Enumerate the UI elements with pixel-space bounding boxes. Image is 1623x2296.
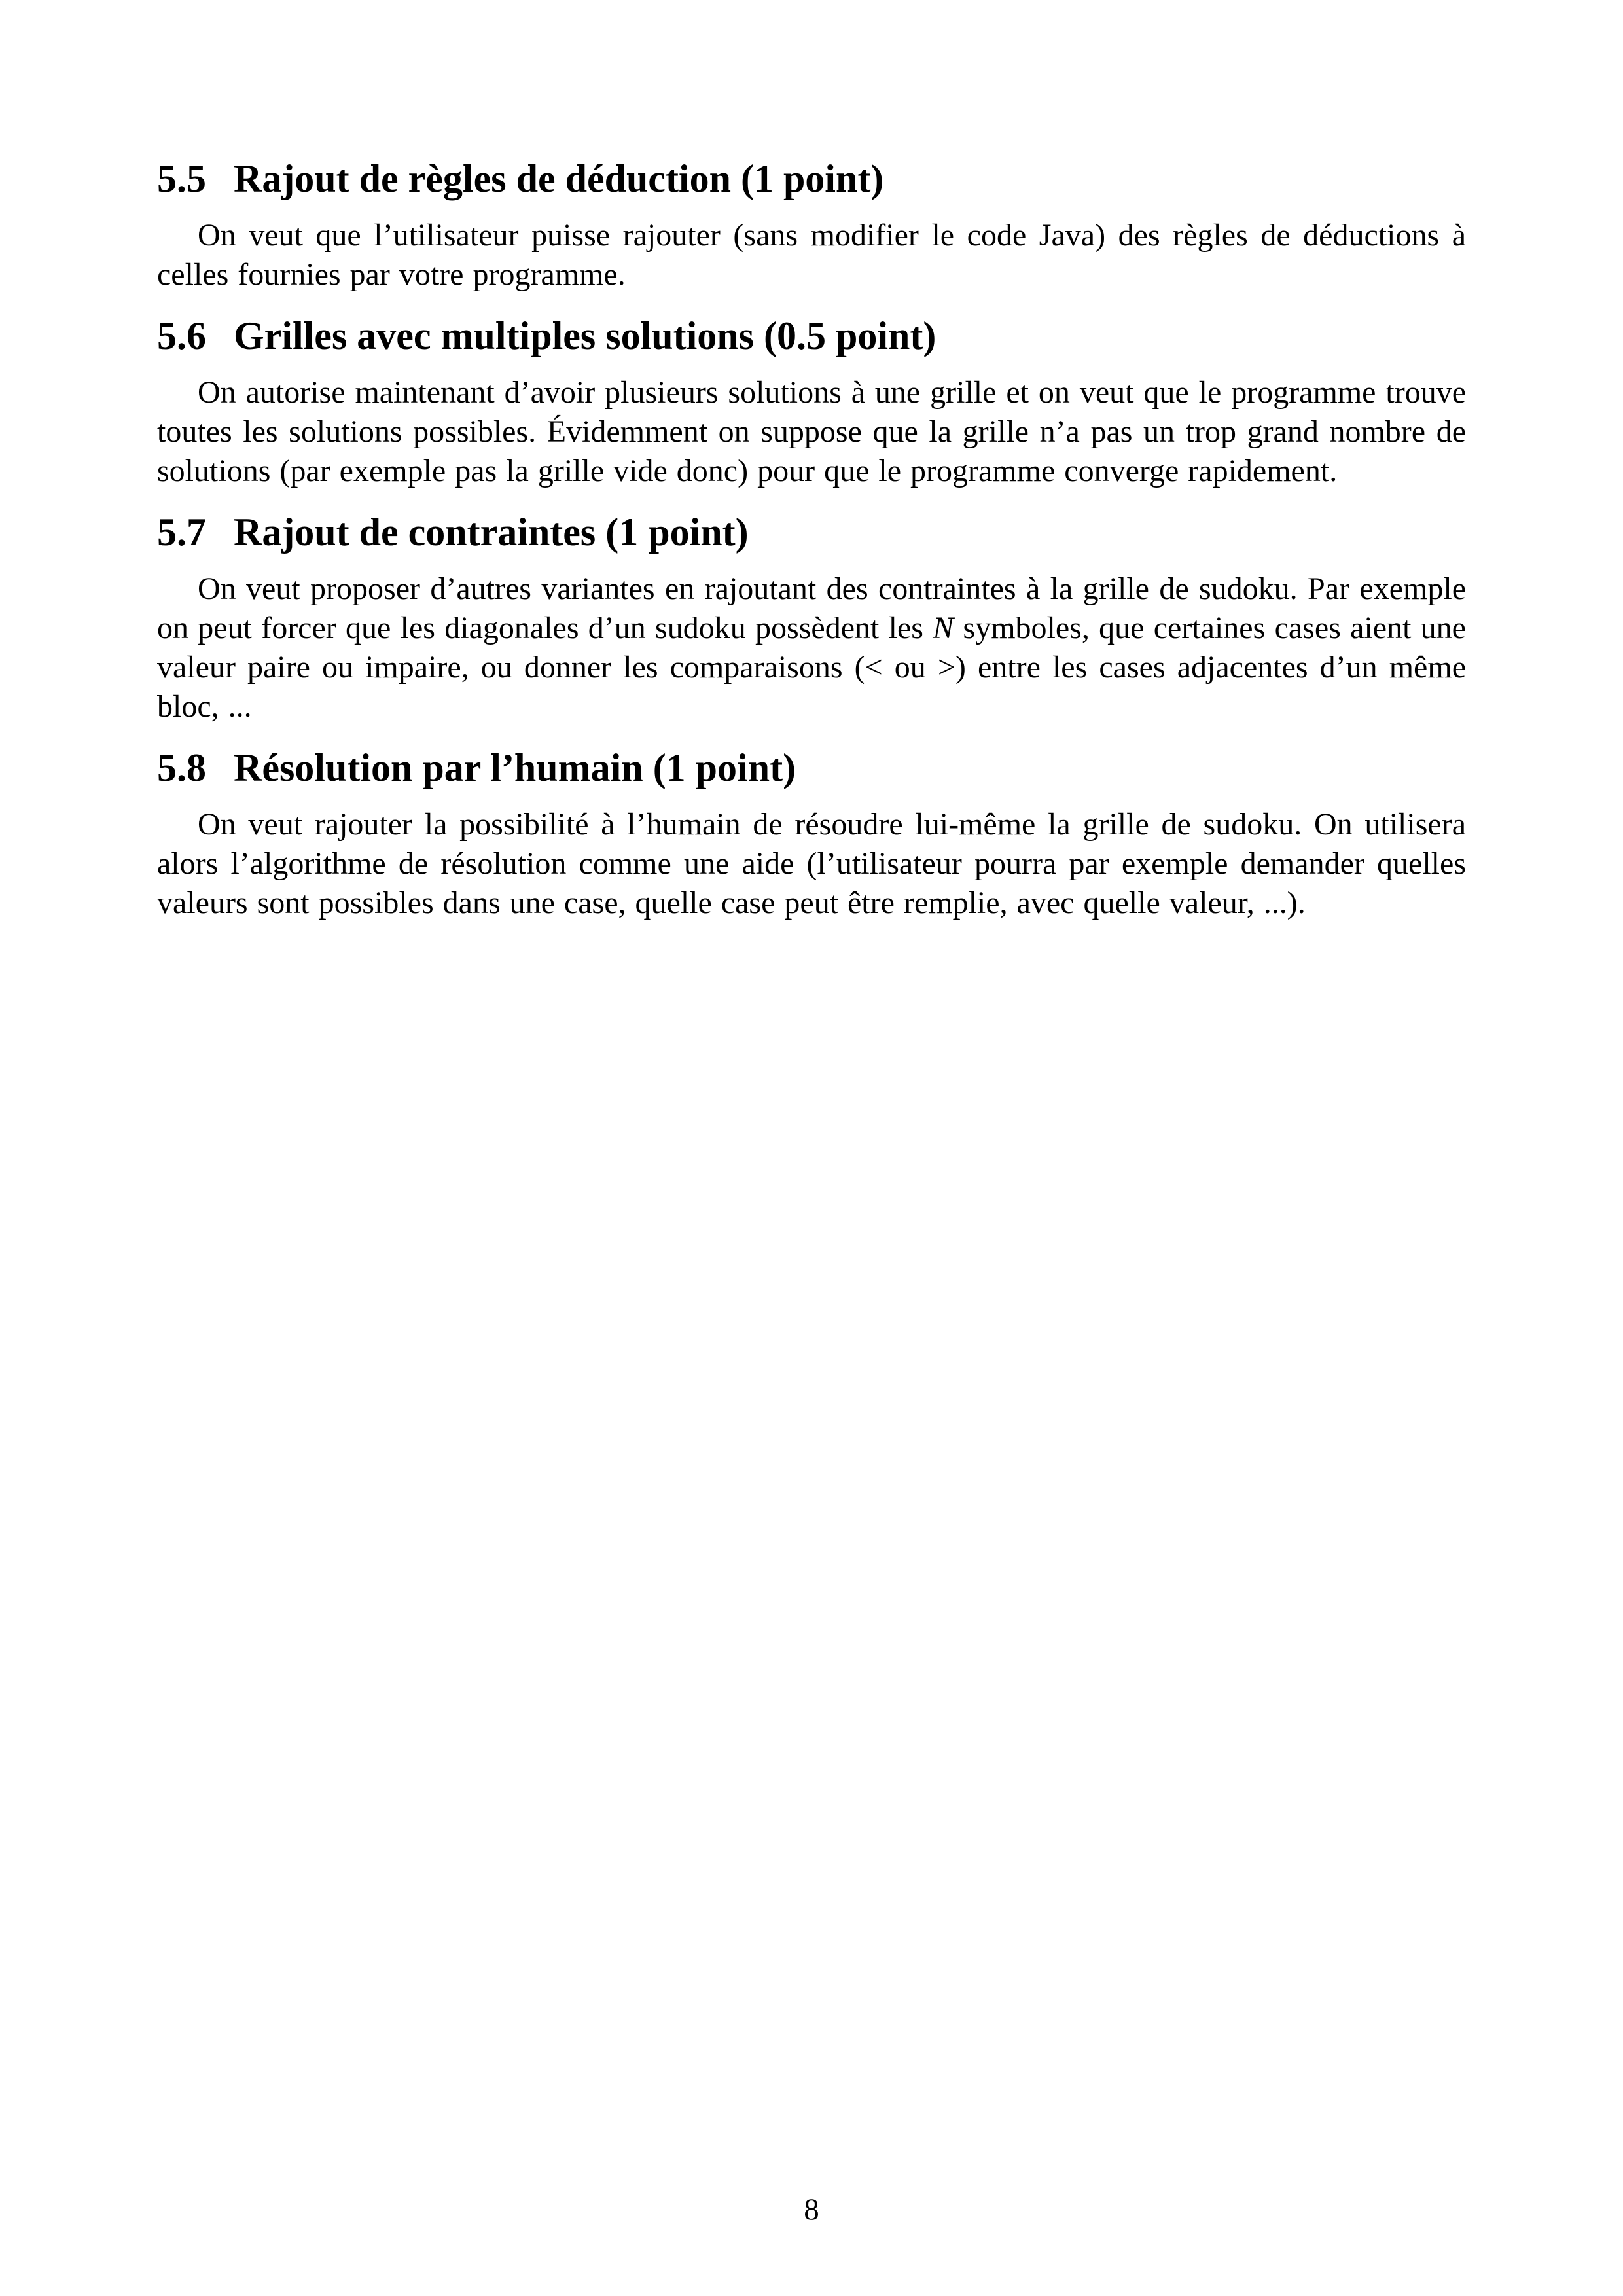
section-5-6 [157, 312, 1466, 491]
section-5-5 [157, 154, 1466, 295]
section-title: Rajout de contraintes (1 point) [234, 511, 749, 554]
section-title: Rajout de règles de déduction (1 point) [234, 157, 884, 200]
section-5-7 [157, 508, 1466, 726]
section-number: 5.7 [157, 511, 206, 554]
page-number: 8 [804, 2193, 819, 2227]
paragraph-text: symboles, que certaines cases aient une valeur paire ou impaire, ou donner les comparaisons (< ou >) entre les cases adjacentes d’un même bloc, ... [157, 611, 1466, 724]
section-number: 5.8 [157, 746, 206, 789]
section-heading [157, 154, 1466, 203]
section-number: 5.5 [157, 157, 206, 200]
section-heading [157, 508, 1466, 556]
section-paragraph: On autorise maintenant d’avoir plusieurs solutions à une grille et on veut que le programme trouve toutes les solutions possibles. Évidemment on suppose que la grille n’a pas un trop grand nombre de solutions (par exemple pas la grille vide donc) pour que le programme converge rapidement. [157, 375, 1466, 488]
section-paragraph: On veut que l’utilisateur puisse rajouter (sans modifier le code Java) des règles de déductions à celles fournies par votre programme. [157, 218, 1466, 292]
section-paragraph: On veut rajouter la possibilité à l’humain de résoudre lui-même la grille de sudoku. On utilisera alors l’algorithme de résolution comme une aide (l’utilisateur pourra par exemple demander quelles valeurs sont possibles dans une case, quelle case peut être remplie, avec quelle valeur, ...). [157, 807, 1466, 920]
section-title: Grilles avec multiples solutions (0.5 point) [234, 314, 936, 357]
paragraph-text: On veut proposer d’autres variantes en rajoutant des contraintes à la grille de sudoku. Par exemple on peut forcer que les diagonales d’un sudoku possèdent les [157, 571, 1466, 645]
section-title: Résolution par l’humain (1 point) [234, 746, 796, 789]
section-5-8 [157, 744, 1466, 923]
section-number: 5.6 [157, 314, 206, 357]
section-heading [157, 312, 1466, 360]
section-paragraph [157, 569, 1466, 726]
document-content [157, 154, 1466, 923]
section-heading [157, 744, 1466, 792]
math-variable-n: N [933, 611, 954, 645]
